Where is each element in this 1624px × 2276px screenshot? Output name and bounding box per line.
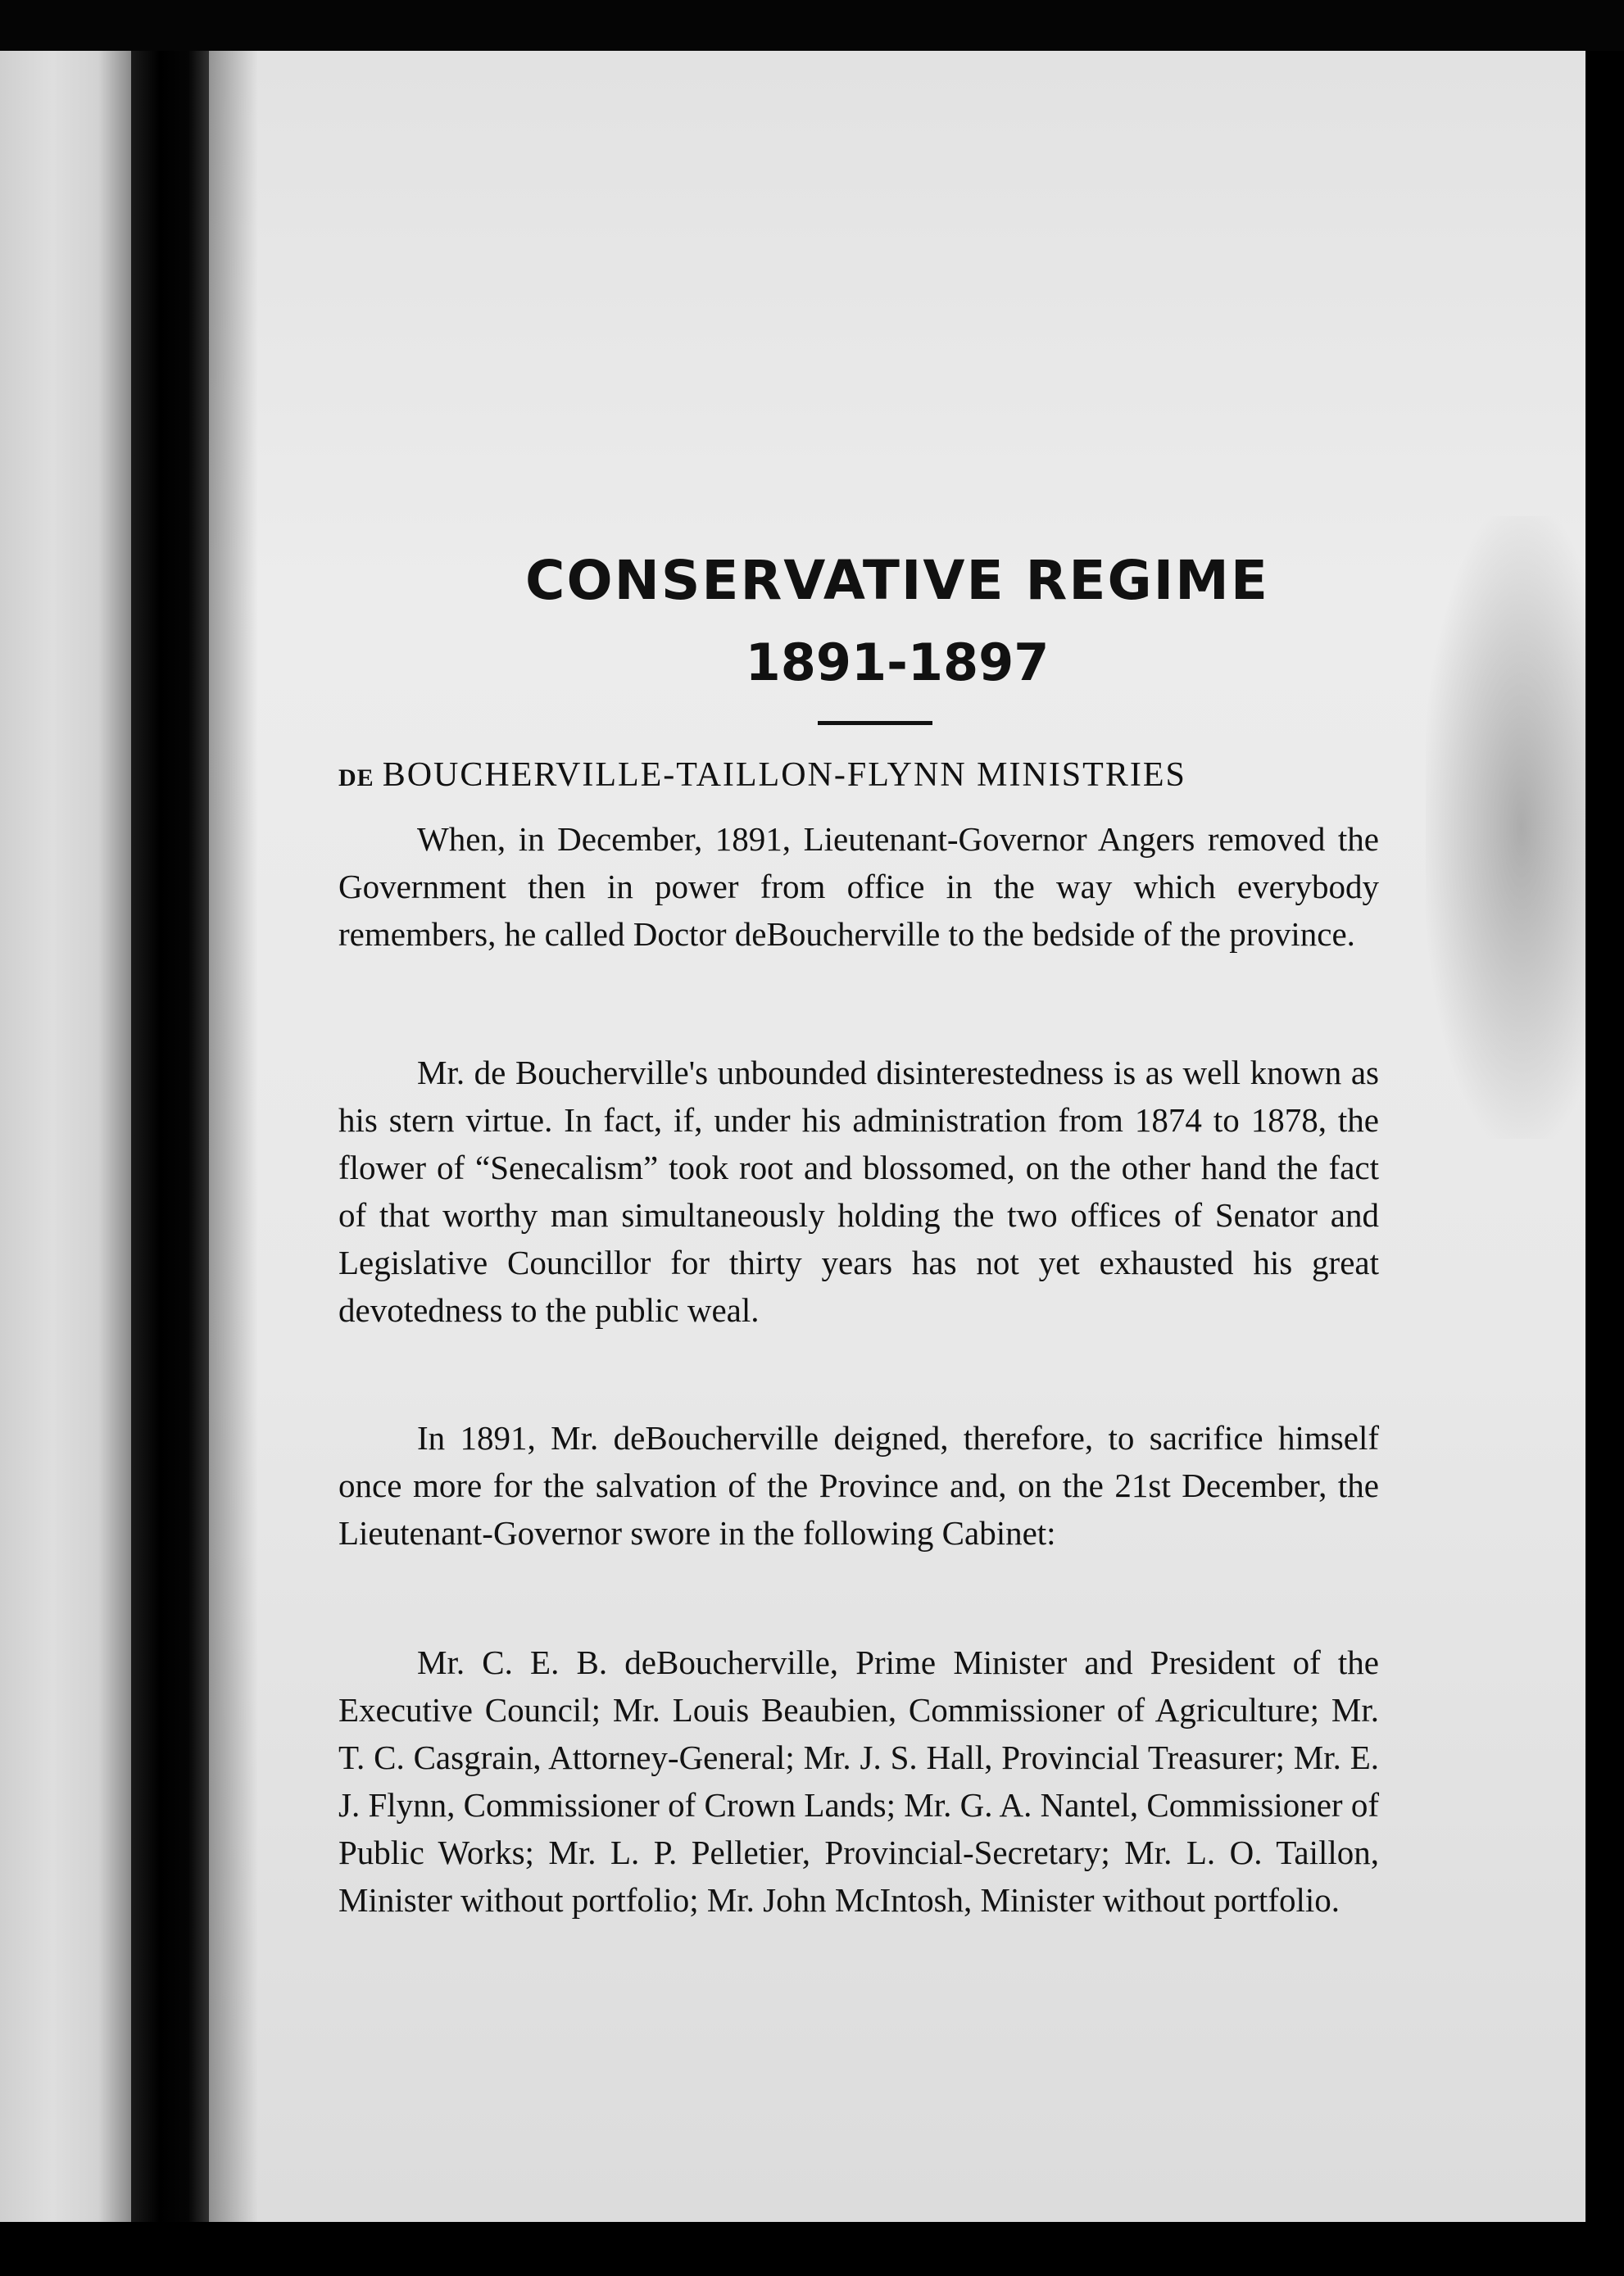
paragraph-1: When, in December, 1891, Lieutenant-Governor Angers removed the Government then in power from office in the way which everybody remembers, he called Doctor deBoucherville to the bedside of the province. [338,820,1379,953]
scan-border-right [1585,51,1624,2222]
book-spine-gutter [131,51,213,2230]
scan-border-bottom [0,2222,1624,2276]
section-heading-text: BOUCHERVILLE-TAILLON-FLYNN MINISTRIES [382,756,1186,794]
gutter-shadow [209,51,258,2222]
page-title-years: 1891-1897 [745,632,1050,692]
section-heading [338,755,1387,795]
page-title: CONSERVATIVE REGIME [525,549,1269,612]
paragraph-4-cabinet-list: Mr. C. E. B. deBoucherville, Prime Minister and President of the Executive Council; Mr. Louis Beaubien, Commissioner of Agriculture; Mr. T. C. Casgrain, Attorney-General; Mr. J. S. Hall, Provincial Treasurer; Mr. E. J. Flynn, Commissioner of Crown Lands; Mr. G. A. Nantel, Commissioner of Public Works; Mr. L. P. Pelletier, Provincial-Secretary; Mr. L. O. Taillon, Minister without portfolio; Mr. John McIntosh, Minister without portfolio. [338,1644,1379,1919]
title-divider [818,721,932,725]
paragraph-3: In 1891, Mr. deBoucherville deigned, therefore, to sacrifice himself once more for the salvation of the Province and, on the 21st December, the Lieutenant-Governor swore in the following Cabinet: [338,1419,1379,1552]
paragraph-2: Mr. de Boucherville's unbounded disinterestedness is as well known as his stern virtue. In fact, if, under his administration from 1874 to 1878, the flower of “Senecalism” took root and blossomed, on the other hand the fact of that worthy man simultaneously holding the two offices of Senator and Legislative Councillor for thirty years has not yet exhausted his great devotedness to the public weal. [338,1054,1379,1329]
facing-page-edge [0,51,131,2222]
section-heading-prefix: DE [338,764,374,791]
